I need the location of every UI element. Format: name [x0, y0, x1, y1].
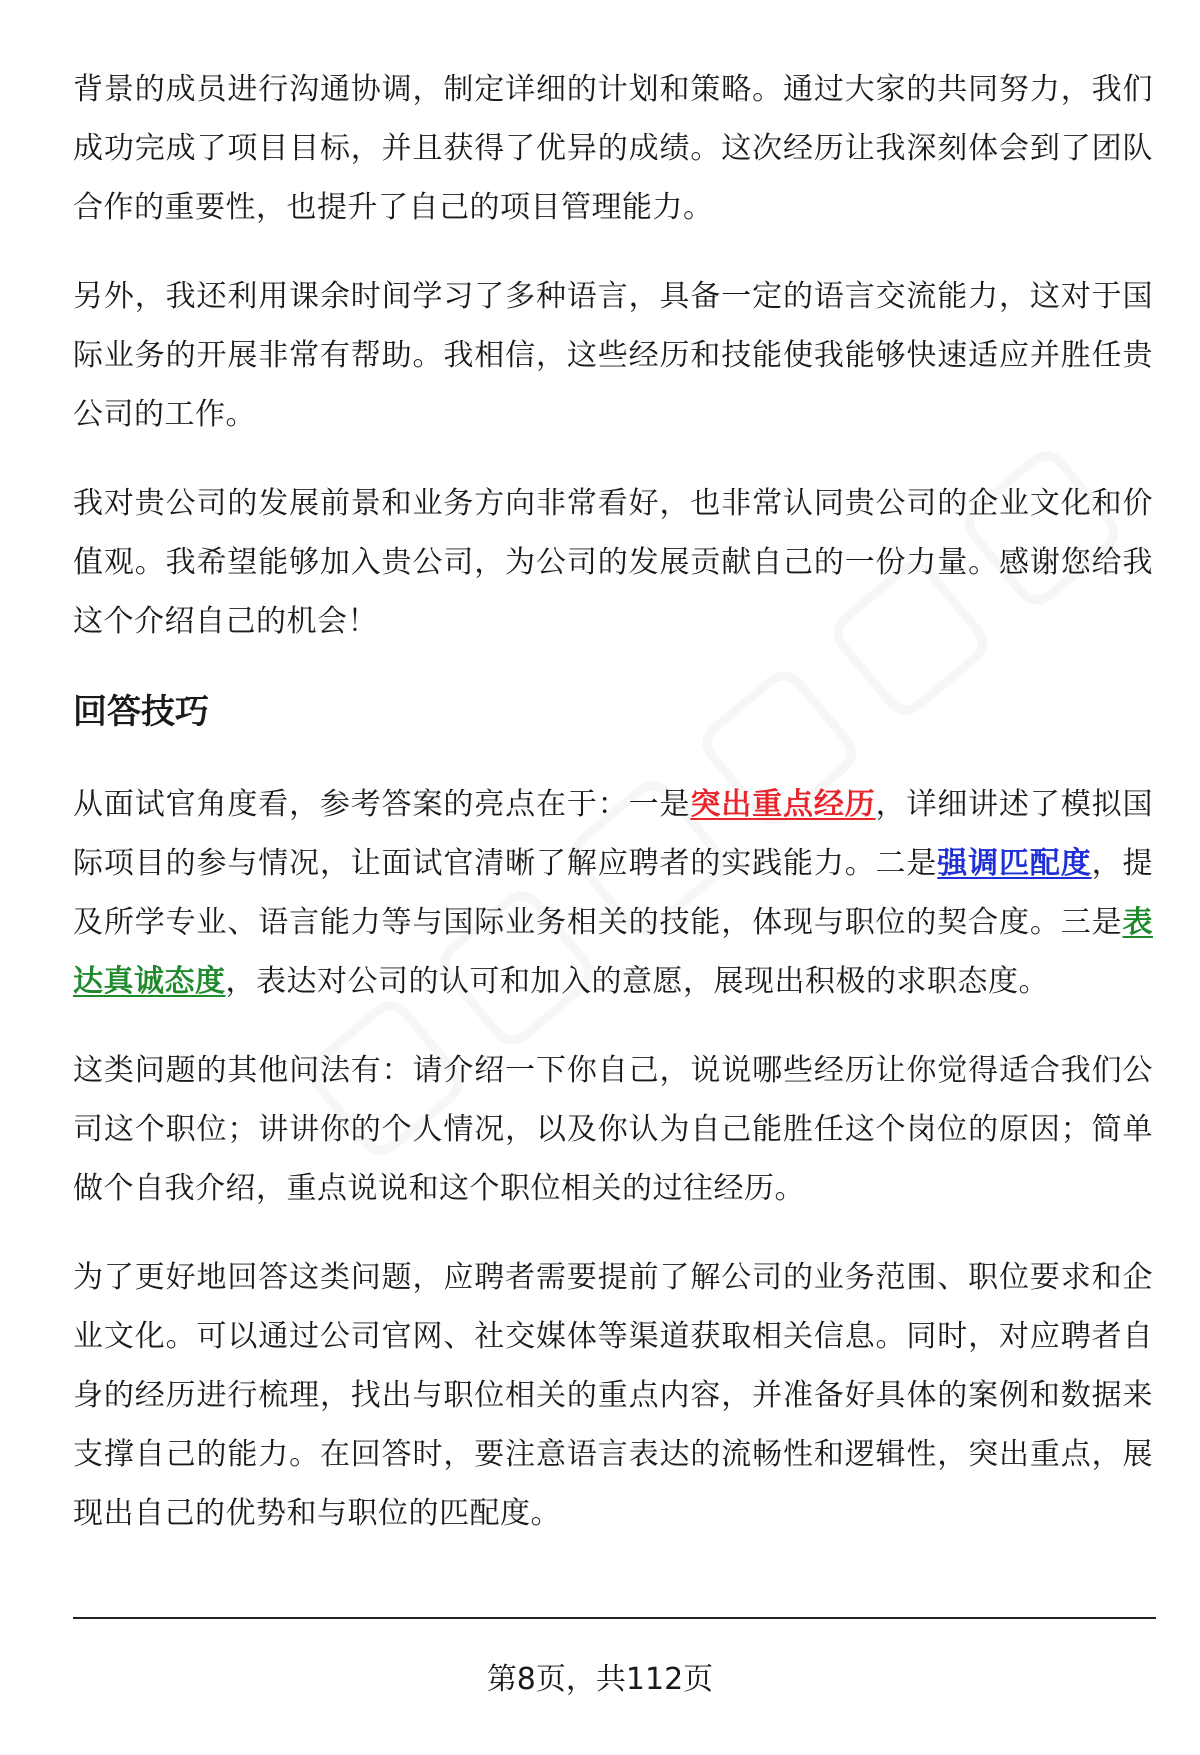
footer-divider: [73, 1617, 1156, 1619]
tips-text-4: ，表达对公司的认可和加入的意愿，展现出积极的求职态度。: [225, 964, 1049, 999]
highlight-match: 强调匹配度: [937, 846, 1092, 881]
highlight-key-experience: 突出重点经历: [690, 787, 876, 822]
page-number: 第8页，共112页: [486, 1662, 714, 1697]
tips-text-1: 从面试官角度看，参考答案的亮点在于：一是: [73, 787, 691, 822]
highlight-sincere-attitude: 表达真诚态度: [73, 905, 1153, 999]
answer-paragraph-2: 另外，我还利用课余时间学习了多种语言，具备一定的语言交流能力，这对于国际业务的开展非常有帮助。我相信，这些经历和技能使我能够快速适应并胜任贵公司的工作。: [73, 279, 1153, 432]
answer-paragraph-3: 我对贵公司的发展前景和业务方向非常看好，也非常认同贵公司的企业文化和价值观。我希望能够加入贵公司，为公司的发展贡献自己的一份力量。感谢您给我这个介绍自己的机会！: [73, 486, 1153, 639]
tips-paragraph-preparation: 为了更好地回答这类问题，应聘者需要提前了解公司的业务范围、职位要求和企业文化。可以通过公司官网、社交媒体等渠道获取相关信息。同时，对应聘者自身的经历进行梳理，找出与职位相关的重点内容，并准备好具体的案例和数据来支撑自己的能力。在回答时，要注意语言表达的流畅性和逻辑性，突出重点，展现出自己的优势和与职位的匹配度。: [73, 1260, 1153, 1531]
answer-paragraph-1: 背景的成员进行沟通协调，制定详细的计划和策略。通过大家的共同努力，我们成功完成了项目目标，并且获得了优异的成绩。这次经历让我深刻体会到了团队合作的重要性，也提升了自己的项目管理能力。: [73, 72, 1153, 225]
page-content: [73, 60, 1153, 1573]
tips-paragraph-highlights: [73, 775, 1153, 1011]
section-heading: 回答技巧: [73, 692, 209, 732]
tips-paragraph-other-questions: 这类问题的其他问法有：请介绍一下你自己，说说哪些经历让你觉得适合我们公司这个职位；讲讲你的个人情况，以及你认为自己能胜任这个岗位的原因；简单做个自我介绍，重点说说和这个职位相关的过往经历。: [73, 1053, 1153, 1206]
tips-text-3: ，提及所学专业、语言能力等与国际业务相关的技能，体现与职位的契合度。三是: [73, 846, 1154, 940]
tips-text-2: ，详细讲述了模拟国际项目的参与情况，让面试官清晰了解应聘者的实践能力。二是: [73, 787, 1154, 881]
